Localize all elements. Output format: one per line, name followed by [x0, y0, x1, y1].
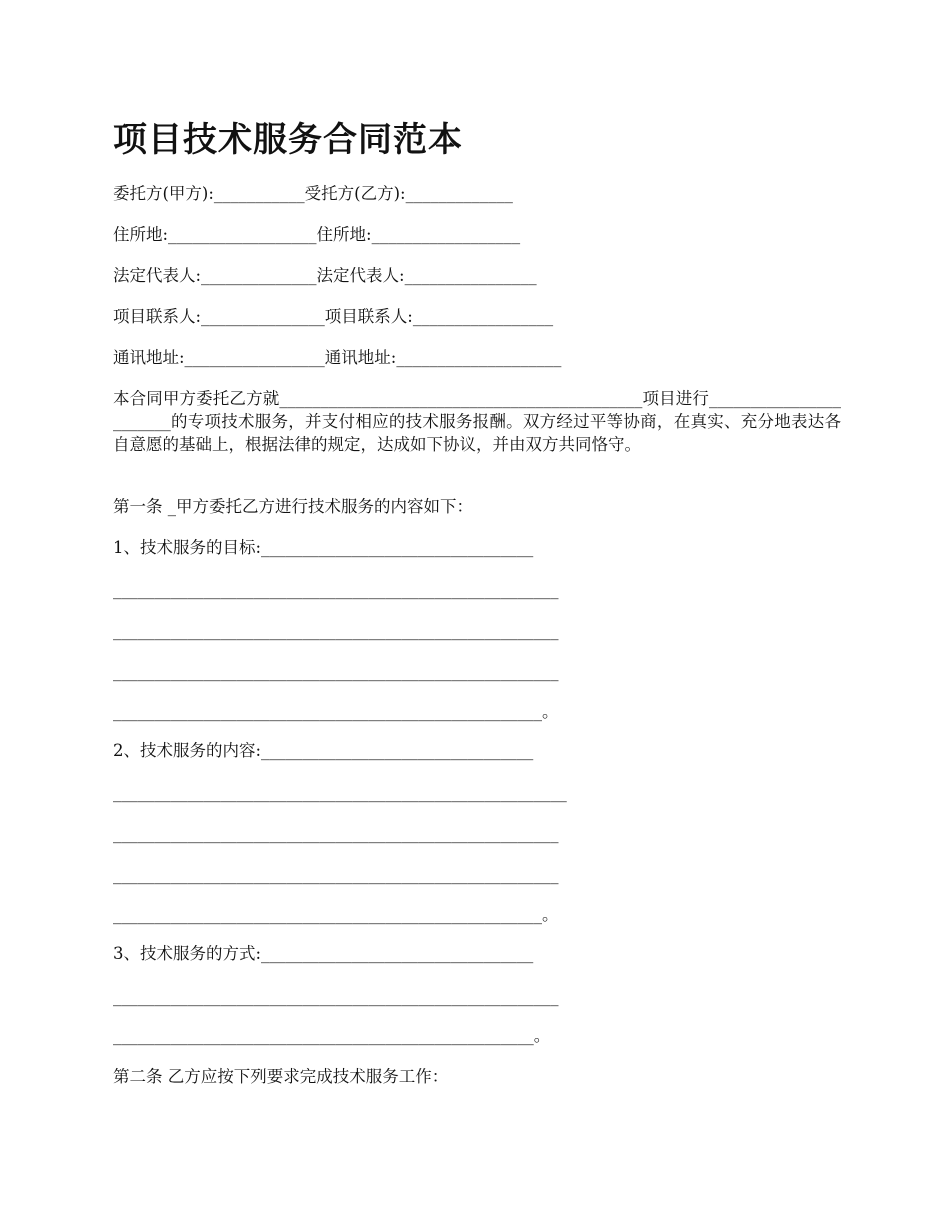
item-2-blank-line: ____________________________________________________。: [113, 905, 559, 924]
item-1-blank-line: ______________________________________________________: [113, 621, 559, 640]
project-contact-line: 项目联系人:_______________项目联系人:_________________: [113, 307, 554, 326]
item-2-label: 2、技术服务的内容:_________________________________: [113, 741, 534, 760]
party-names-line: 委托方(甲方):___________受托方(乙方):_____________: [113, 184, 513, 203]
intro-paragraph: 本合同甲方委托乙方就____________________________________________项目进行_______________________的专项技术服务，并支付相应的技术服务报酬。双方经过平等协商，在真实、充分地表达各自意愿的基础上，根据法律的规定，达成如下协议，并由双方共同恪守。: [113, 389, 841, 454]
item-2-blank-line: _______________________________________________________: [113, 783, 567, 802]
article-2-heading: 第二条 乙方应按下列要求完成技术服务工作：: [113, 1067, 449, 1086]
item-1-blank-line: ____________________________________________________。: [113, 702, 559, 721]
item-1-label: 1、技术服务的目标:_________________________________: [113, 538, 534, 557]
item-3-label: 3、技术服务的方式:_________________________________: [113, 944, 534, 963]
mailing-address-line: 通讯地址:_________________通讯地址:____________________: [113, 348, 562, 367]
item-3-blank-line: ______________________________________________________: [113, 987, 559, 1006]
document-title: 项目技术服务合同范本: [113, 120, 463, 160]
item-1-blank-line: ______________________________________________________: [113, 662, 559, 681]
item-2-blank-line: ______________________________________________________: [113, 824, 559, 843]
contract-page: [113, 0, 843, 1230]
address-line: 住所地:__________________住所地:__________________: [113, 225, 521, 244]
article-1-heading: 第一条 _甲方委托乙方进行技术服务的内容如下：: [113, 497, 473, 516]
legal-representative-line: 法定代表人:______________法定代表人:________________: [113, 266, 537, 285]
item-1-blank-line: ______________________________________________________: [113, 580, 559, 599]
item-2-blank-line: ______________________________________________________: [113, 865, 559, 884]
item-3-blank-line: ___________________________________________________。: [113, 1026, 551, 1045]
